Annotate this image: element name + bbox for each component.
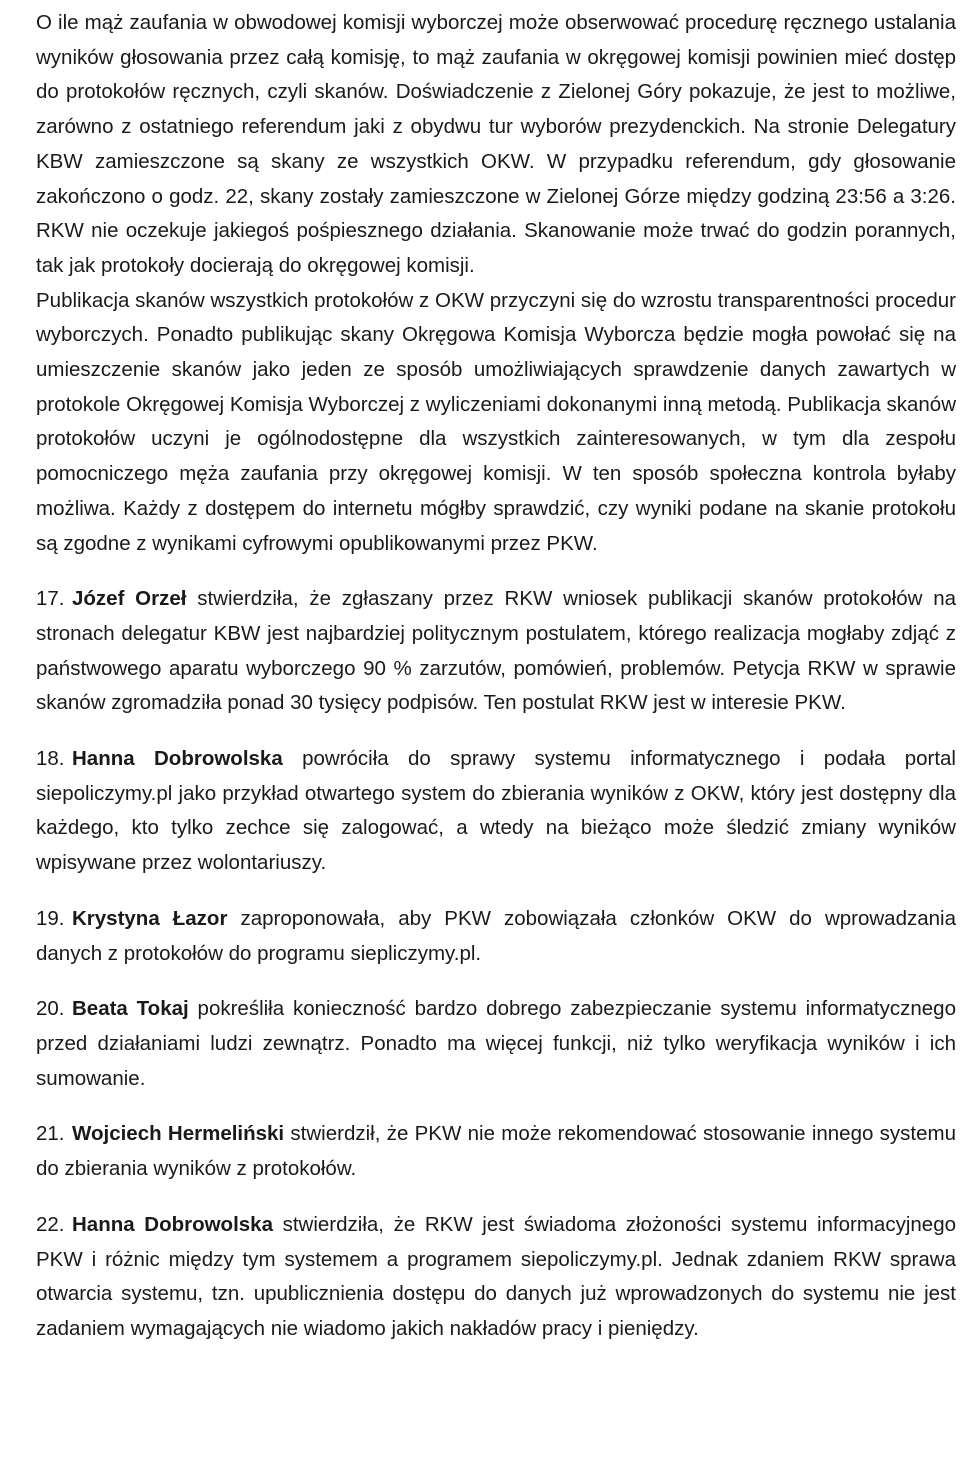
list-item-21 [36,1117,956,1186]
intro-paragraph-1: O ile mąż zaufania w obwodowej komisji wyborczej może obserwować procedurę ręcznego ustalania wyników głosowania przez całą komisję, to mąż zaufania w okręgowej komisji powinien mieć dostęp do protokołów ręcznych, czyli skanów. Doświadczenie z Zielonej Góry pokazuje, że jest to możliwe, zarówno z ostatniego referendum jaki z obydwu tur wyborów prezydenckich. Na stronie Delegatury KBW zamieszczone są skany ze wszystkich OKW. W przypadku referendum, gdy głosowanie zakończono o godz. 22, skany zostały zamieszczone w Zielonej Górze między godziną 23:56 a 3:26. RKW nie oczekuje jakiegoś pośpiesznego działania. Skanowanie może trwać do godzin porannych, tak jak protokoły docierają do okręgowej komisji. [36,11,956,277]
spacer [36,561,956,582]
list-item-number: 19. [36,906,65,930]
spacer [36,1187,956,1208]
list-item-text: powróciła do sprawy systemu informatycznego i podała portal siepoliczymy.pl jako przykład otwartego system do zbierania wyników z OKW, który jest dostępny dla każdego, kto tylko zechce się zalogować, a wtedy na bieżąco może śledzić zmiany wyników wpisywane przez wolontariuszy. [36,747,956,875]
list-item-text: stwierdził, że PKW nie może rekomendować stosowanie innego systemu do zbierania wyników z protokołów. [36,1122,956,1181]
list-item-18 [36,742,956,881]
list-item-number: 18. [36,747,65,771]
spacer [36,721,956,742]
list-item-number: 22. [36,1212,65,1236]
list-item-text: stwierdziła, że zgłaszany przez RKW wniosek publikacji skanów protokołów na stronach delegatur KBW jest najbardziej politycznym postulatem, którego realizacja mogłaby zdjąć z państwowego aparatu wyborczego 90 % zarzutów, pomówień, problemów. Petycja RKW w sprawie skanów zgromadziła ponad 30 tysięcy podpisów. Ten postulat RKW jest w interesie PKW. [36,587,956,715]
spacer [36,971,956,992]
spacer [36,881,956,902]
list-item-20 [36,992,956,1096]
list-item-19 [36,902,956,971]
speaker-name: Beata Tokaj [72,997,189,1021]
list-item-17 [36,582,956,721]
speaker-name: Hanna Dobrowolska [72,747,283,771]
list-item-number: 20. [36,997,65,1021]
list-item-number: 17. [36,587,65,611]
list-item-text: pokreśliła konieczność bardzo dobrego zabezpieczanie systemu informatycznego przed działaniami ludzi zewnątrz. Ponadto ma więcej funkcji, niż tylko weryfikacja wyników i ich sumowanie. [36,997,956,1090]
speaker-name: Hanna Dobrowolska [72,1212,273,1236]
spacer [36,1096,956,1117]
list-item-22 [36,1208,956,1347]
speaker-name: Krystyna Łazor [72,906,228,930]
speaker-name: Wojciech Hermeliński [72,1122,285,1146]
list-item-number: 21. [36,1122,65,1146]
intro-paragraph-2: Publikacja skanów wszystkich protokołów z OKW przyczyni się do wzrostu transparentności procedur wyborczych. Ponadto publikując skany Okręgowa Komisja Wyborcza będzie mogła powołać się na umieszczenie skanów jako jeden ze sposób umożliwiających sprawdzenie danych zawartych w protokole Okręgowej Komisja Wyborczej z wyliczeniami dokonanymi inną metodą. Publikacja skanów protokołów uczyni je ogólnodostępne dla wszystkich zainteresowanych, w tym dla zespołu pomocniczego męża zaufania przy okręgowej komisji. W ten sposób społeczna kontrola byłaby możliwa. Każdy z dostępem do internetu mógłby sprawdzić, czy wyniki podane na skanie protokołu są zgodne z wynikami cyfrowymi opublikowanymi przez PKW. [36,288,956,555]
speaker-name: Józef Orzeł [72,587,187,611]
document-page [36,6,956,1347]
list-item-text: stwierdziła, że RKW jest świadoma złożoności systemu informacyjnego PKW i różnic między tym systemem a programem siepoliczymy.pl. Jednak zdaniem RKW sprawa otwarcia systemu, tzn. upublicznienia dostępu do danych już wprowadzonych do systemu nie jest zadaniem wymagających nie wiadomo jakich nakładów pracy i pieniędzy. [36,1212,956,1340]
list-item-text: zaproponowała, aby PKW zobowiązała członków OKW do wprowadzania danych z protokołów do programu siepliczymy.pl. [36,906,956,965]
